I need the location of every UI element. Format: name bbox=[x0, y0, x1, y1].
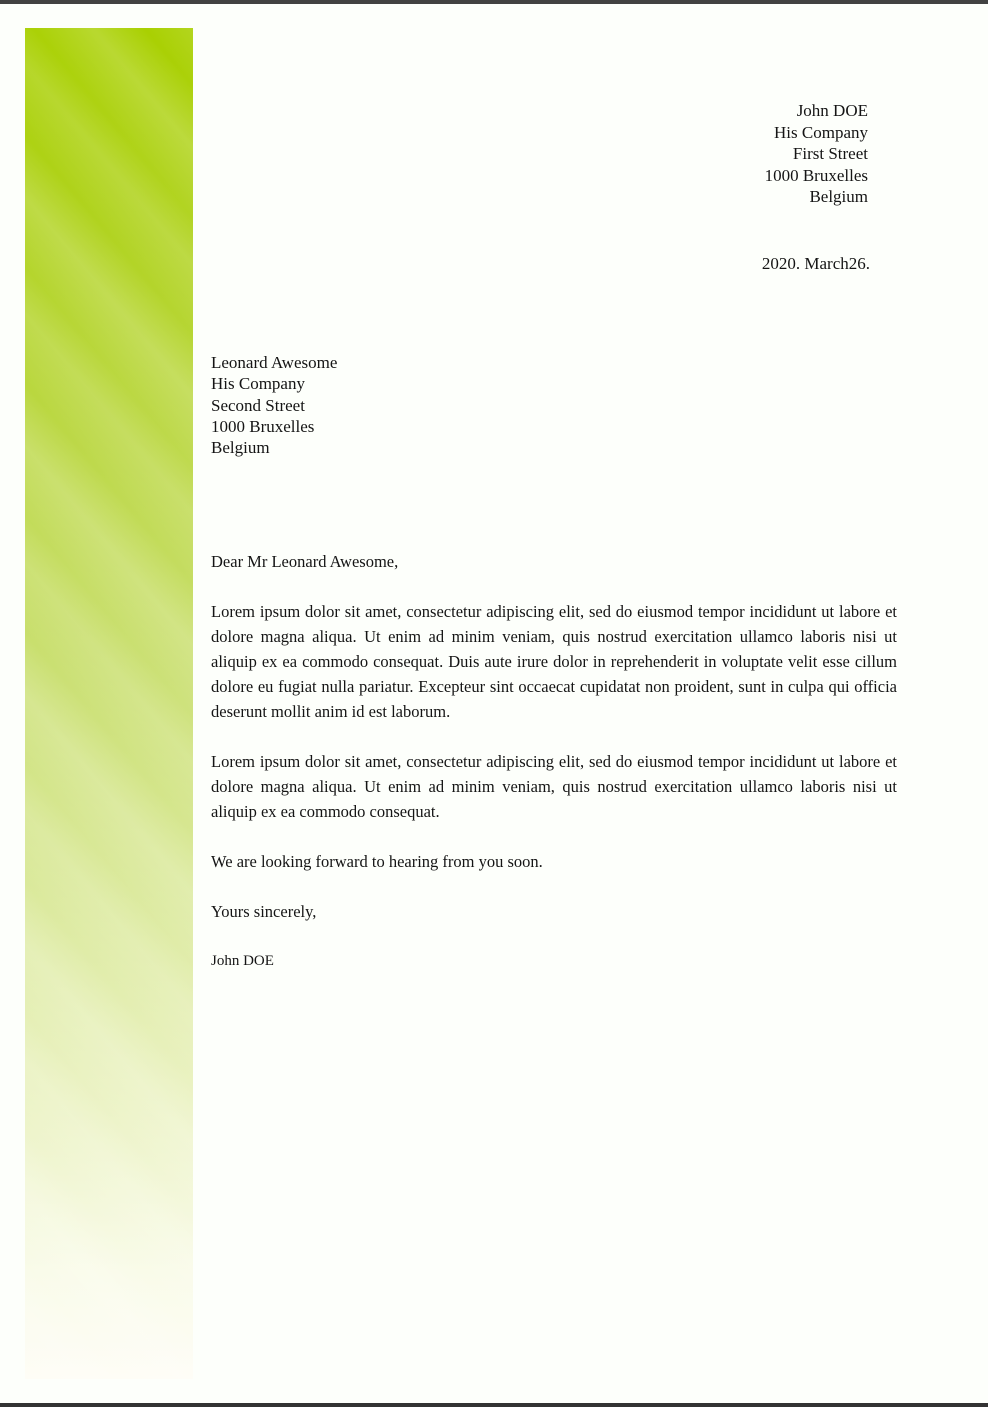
green-gradient-sidebar bbox=[25, 28, 193, 1379]
recipient-country: Belgium bbox=[211, 438, 270, 458]
salutation: Dear Mr Leonard Awesome, bbox=[211, 552, 399, 571]
sender-address-block bbox=[765, 100, 868, 208]
recipient-company: His Company bbox=[211, 374, 305, 394]
window-top-border bbox=[0, 0, 988, 4]
recipient-name: Leonard Awesome bbox=[211, 353, 338, 372]
body-paragraph-2: Lorem ipsum dolor sit amet, consectetur adipiscing elit, sed do eiusmod tempor incididunt ut labore et dolore magna aliqua. Ut enim ad minim veniam, quis nostrud exercitation ullamco laboris nisi ut aliquip ex ea commodo consequat. bbox=[211, 752, 897, 821]
recipient-city: 1000 Bruxelles bbox=[211, 416, 315, 436]
sender-company: His Company bbox=[774, 122, 868, 142]
recipient-street: Second Street bbox=[211, 395, 305, 415]
sender-city: 1000 Bruxelles bbox=[764, 165, 868, 185]
sender-name: John DOE bbox=[796, 101, 868, 120]
sender-country: Belgium bbox=[809, 187, 868, 206]
signature-name: John DOE bbox=[211, 953, 274, 969]
window-bottom-border bbox=[0, 1403, 988, 1407]
sender-street: First Street bbox=[792, 144, 868, 163]
body-paragraph-1: Lorem ipsum dolor sit amet, consectetur adipiscing elit, sed do eiusmod tempor incididunt ut labore et dolore magna aliqua. Ut enim ad minim veniam, quis nostrud exercitation ullamco laboris nisi ut aliquip ex ea commodo consequat. Duis aute irure dolor in reprehenderit in voluptate velit esse cillum dolore eu fugiat nulla pariatur. Excepteur sint occaecat cupidatat non proident, sunt in culpa qui officia deserunt mollit anim id est laborum. bbox=[211, 602, 897, 721]
valediction: Yours sincerely, bbox=[211, 902, 317, 921]
closing-line: We are looking forward to hearing from you soon. bbox=[211, 852, 543, 871]
letter-body bbox=[211, 549, 897, 999]
letter-date: 2020. March26. bbox=[761, 254, 870, 273]
recipient-address-block bbox=[211, 352, 337, 458]
